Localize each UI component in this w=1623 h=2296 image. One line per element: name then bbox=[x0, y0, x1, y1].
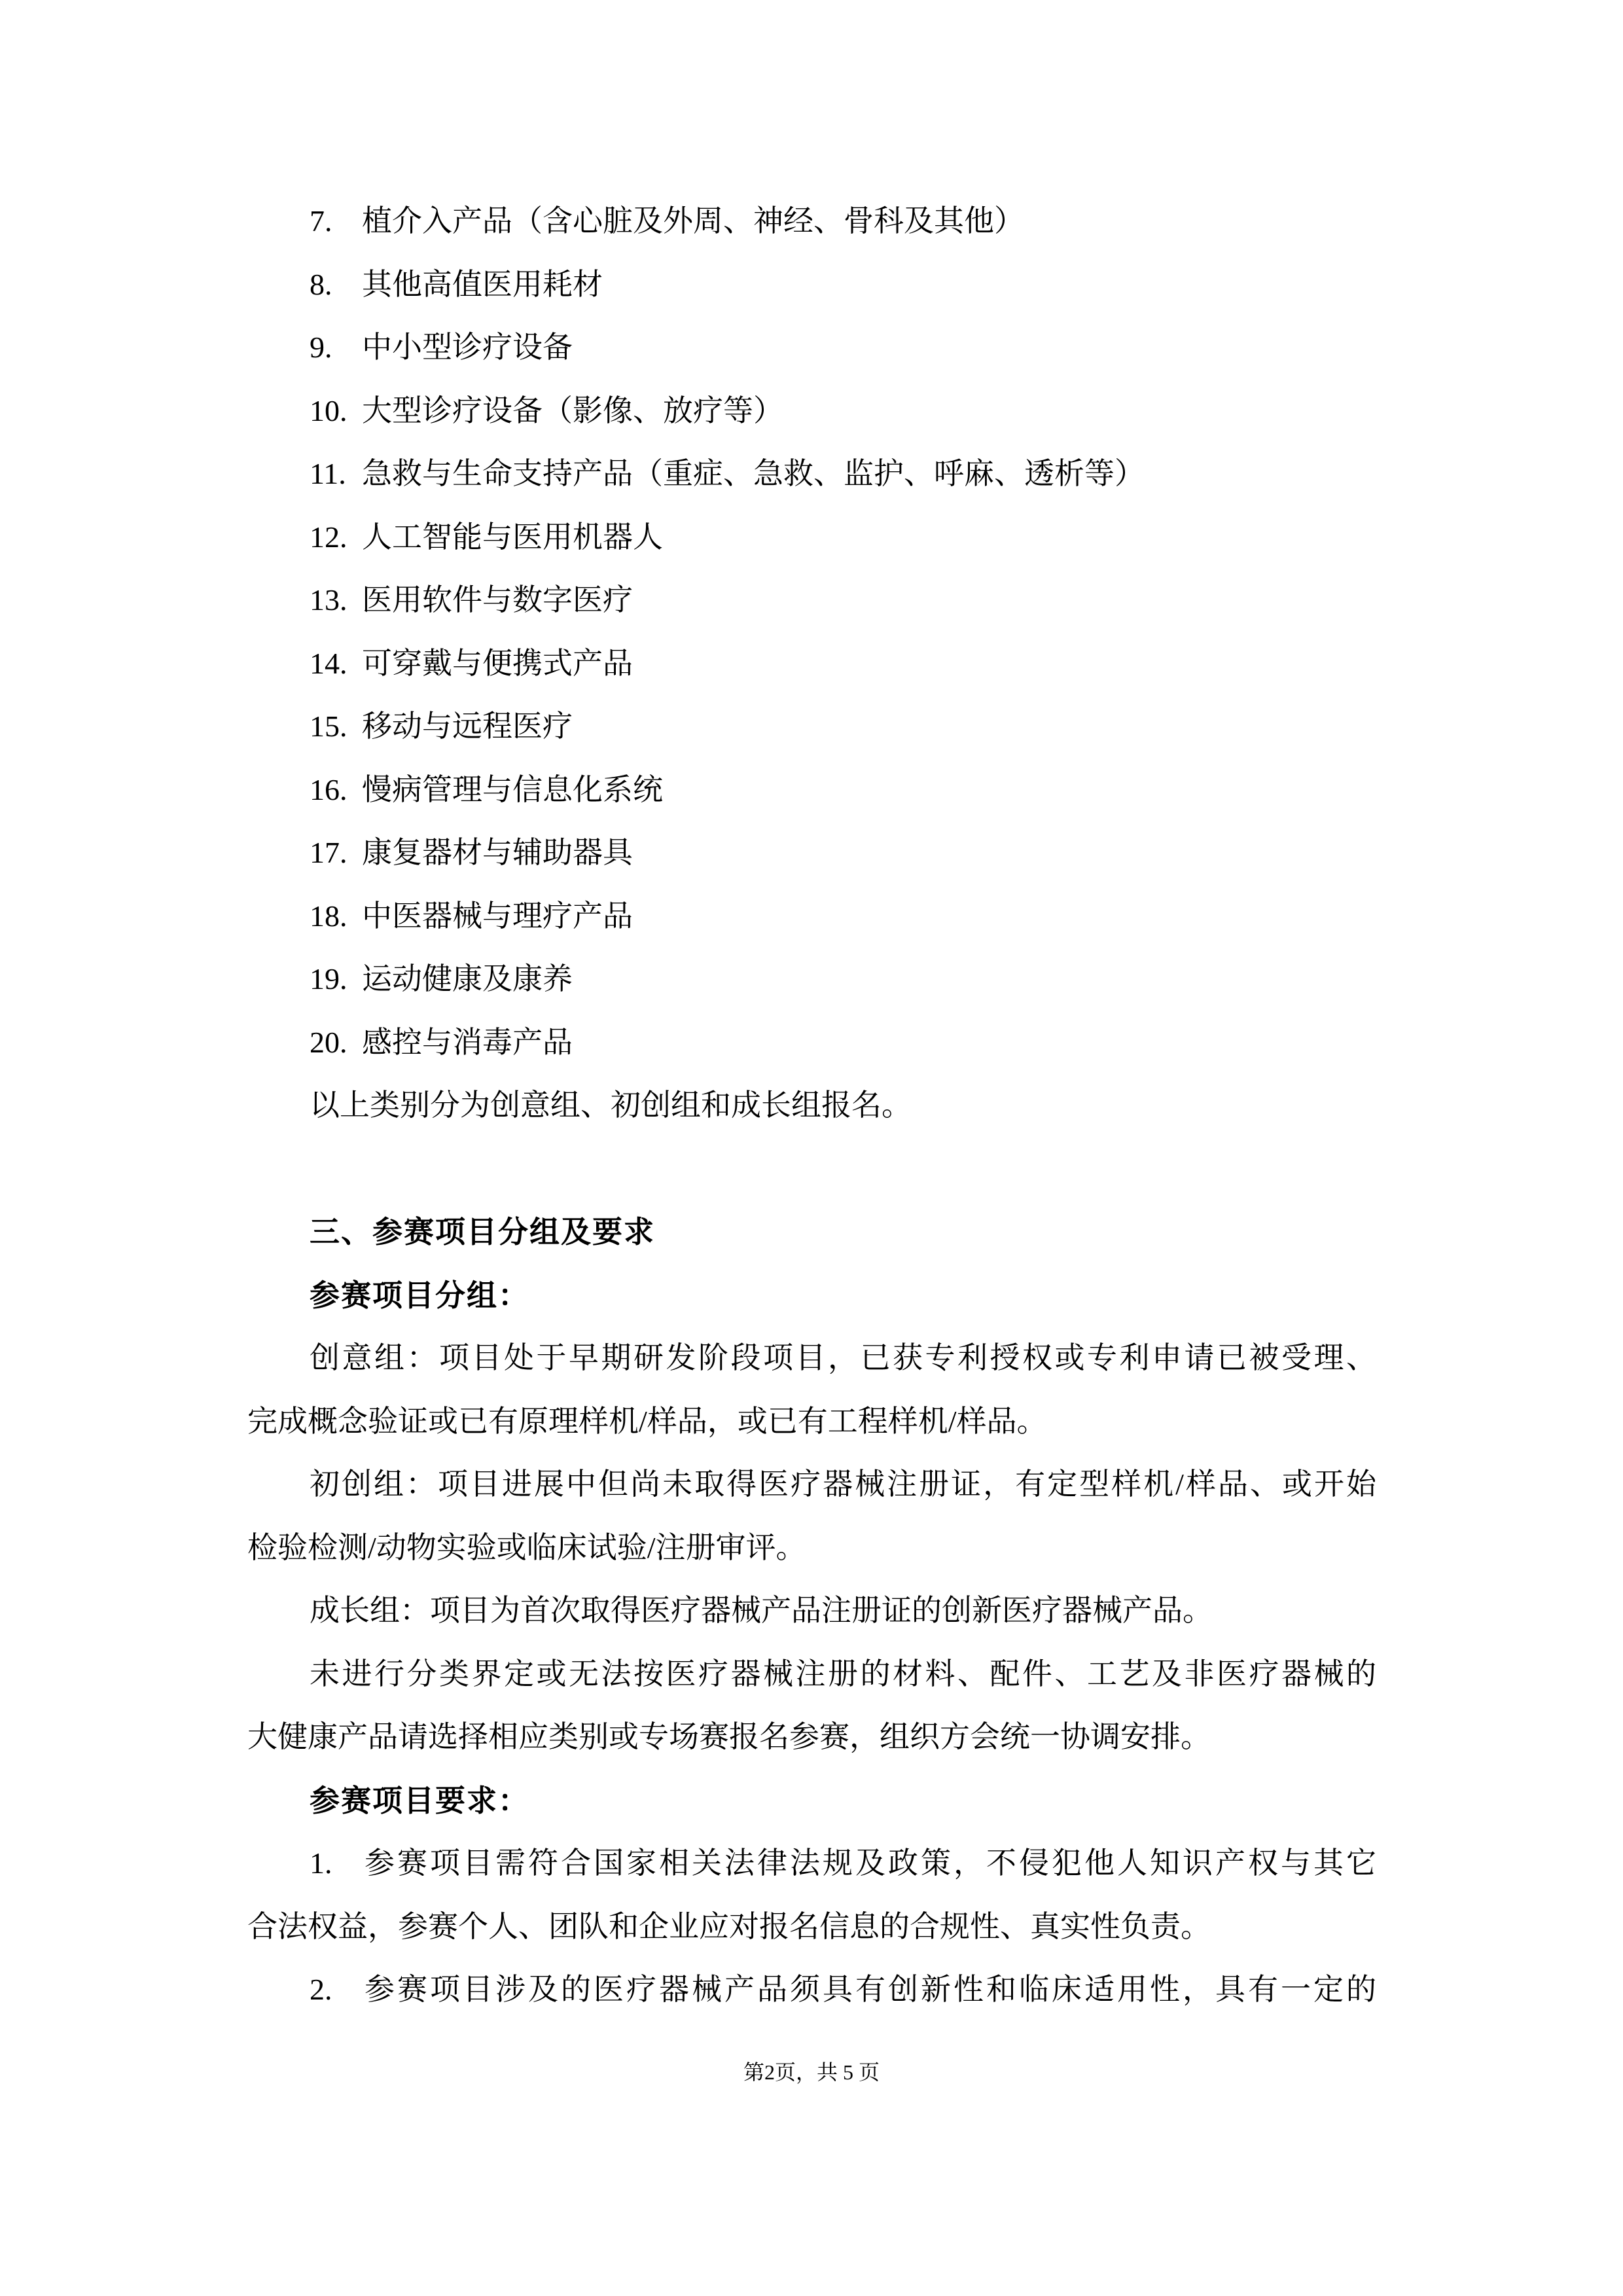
category-list-item bbox=[247, 190, 1376, 253]
category-list-item bbox=[247, 759, 1376, 822]
list-item-number: 7. bbox=[310, 204, 332, 238]
category-list-item bbox=[247, 885, 1376, 948]
list-item-text: 感控与消毒产品 bbox=[362, 1025, 573, 1059]
category-list-item bbox=[247, 1011, 1376, 1075]
section-heading: 三、参赛项目分组及要求 bbox=[310, 1215, 655, 1249]
list-item-text: 人工智能与医用机器人 bbox=[362, 520, 663, 554]
list-item-number: 11. bbox=[310, 457, 346, 490]
list-item-text: 移动与远程医疗 bbox=[362, 709, 573, 743]
requirement-number: 1. bbox=[310, 1846, 332, 1880]
list-item-text: 其他高值医用耗材 bbox=[362, 267, 603, 301]
list-item-number: 14. bbox=[310, 646, 348, 680]
list-item-text: 急救与生命支持产品（重症、急救、监护、呼麻、透析等） bbox=[362, 457, 1145, 490]
paragraph-line: 初创组：项目进展中但尚未取得医疗器械注册证，有定型样机/样品、或开始 bbox=[310, 1467, 1376, 1501]
requirement-continuation: 合法权益，参赛个人、团队和企业应对报名信息的合规性、真实性负责。 bbox=[247, 1909, 1211, 1943]
list-item-text: 植介入产品（含心脏及外周、神经、骨科及其他） bbox=[362, 204, 1024, 238]
paragraph-line: 大健康产品请选择相应类别或专场赛报名参赛，组织方会统一协调安排。 bbox=[247, 1720, 1211, 1753]
category-list-item bbox=[247, 948, 1376, 1011]
list-item-text: 医用软件与数字医疗 bbox=[362, 583, 633, 617]
list-item-number: 12. bbox=[310, 520, 348, 554]
list-item-text: 慢病管理与信息化系统 bbox=[362, 772, 663, 806]
category-list-item bbox=[247, 821, 1376, 885]
list-item-number: 19. bbox=[310, 962, 348, 996]
groups-subheading: 参赛项目分组： bbox=[310, 1278, 529, 1312]
list-item-text: 可穿戴与便携式产品 bbox=[362, 646, 633, 680]
paragraph-line: 检验检测/动物实验或临床试验/注册审评。 bbox=[247, 1530, 806, 1564]
categories-closing-line: 以上类别分为创意组、初创组和成长组报名。 bbox=[310, 1088, 912, 1122]
category-list-item bbox=[247, 569, 1376, 632]
list-item-number: 18. bbox=[310, 899, 348, 933]
list-item-number: 17. bbox=[310, 836, 348, 869]
list-item-text: 大型诊疗设备（影像、放疗等） bbox=[362, 393, 783, 427]
paragraph-line: 未进行分类界定或无法按医疗器械注册的材料、配件、工艺及非医疗器械的 bbox=[310, 1657, 1376, 1691]
category-list-item bbox=[247, 253, 1376, 317]
list-item-number: 15. bbox=[310, 709, 348, 743]
category-list-item bbox=[247, 695, 1376, 759]
requirements-subheading: 参赛项目要求： bbox=[310, 1783, 529, 1818]
category-list-item bbox=[247, 506, 1376, 569]
list-item-text: 康复器材与辅助器具 bbox=[362, 836, 633, 869]
document-body bbox=[247, 190, 1376, 2022]
list-item-text: 运动健康及康养 bbox=[362, 962, 573, 996]
list-item-text: 中小型诊疗设备 bbox=[362, 331, 573, 364]
requirement-text: 参赛项目需符合国家相关法律法规及政策，不侵犯他人知识产权与其它 bbox=[362, 1846, 1376, 1880]
list-item-number: 13. bbox=[310, 583, 348, 617]
list-item-text: 中医器械与理疗产品 bbox=[362, 899, 633, 933]
requirement-item bbox=[247, 1832, 1376, 1895]
paragraph-line: 完成概念验证或已有原理样机/样品，或已有工程样机/样品。 bbox=[247, 1404, 1047, 1438]
list-item-number: 10. bbox=[310, 393, 348, 427]
list-item-number: 8. bbox=[310, 267, 332, 301]
category-list-item bbox=[247, 442, 1376, 506]
requirement-item bbox=[247, 1958, 1376, 2022]
requirement-text: 参赛项目涉及的医疗器械产品须具有创新性和临床适用性，具有一定的 bbox=[362, 1973, 1376, 2006]
requirement-number: 2. bbox=[310, 1973, 332, 2006]
list-item-number: 9. bbox=[310, 331, 332, 364]
category-list-item bbox=[247, 632, 1376, 696]
category-list-item bbox=[247, 316, 1376, 380]
category-list-item bbox=[247, 380, 1376, 443]
list-item-number: 16. bbox=[310, 772, 348, 806]
list-item-number: 20. bbox=[310, 1025, 348, 1059]
page-number: 第2页，共 5 页 bbox=[743, 2060, 880, 2084]
blank-line bbox=[247, 1138, 1376, 1201]
paragraph-line: 成长组：项目为首次取得医疗器械产品注册证的创新医疗器械产品。 bbox=[310, 1594, 1213, 1627]
paragraph-line: 创意组：项目处于早期研发阶段项目，已获专利授权或专利申请已被受理、 bbox=[310, 1341, 1376, 1374]
